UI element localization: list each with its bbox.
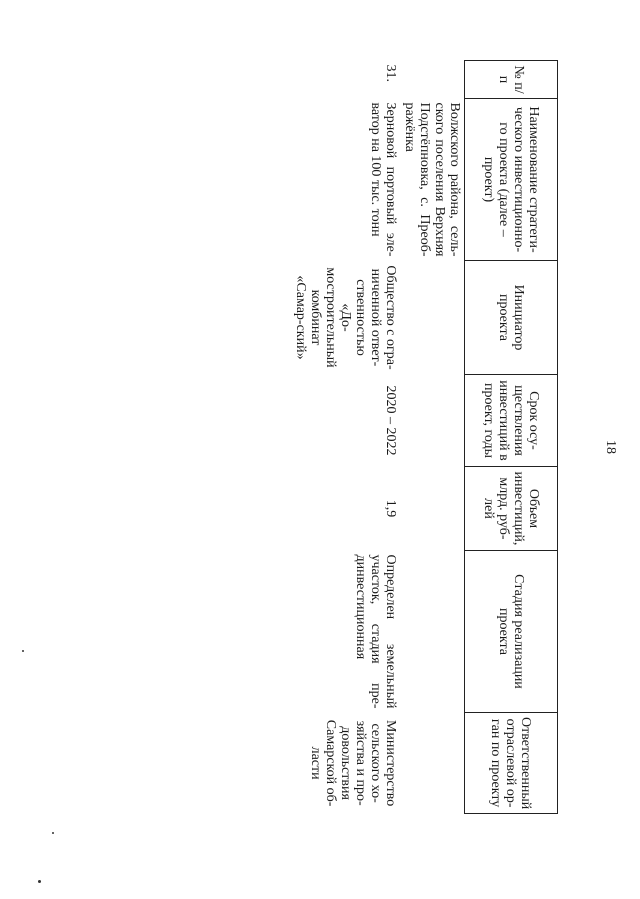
page-number: 18	[603, 440, 618, 454]
row-number: 31.	[383, 64, 398, 82]
scan-speck	[22, 650, 24, 652]
responsible-body: Министерство сельского хо-зяйства и про-довольствия Самарской об-ласти	[308, 719, 398, 807]
projects-table	[291, 60, 558, 814]
table-header-row	[465, 61, 558, 814]
project-initiator: Общество с огра-ниченной ответ-ственностью «До-мостроительный комбинат «Самар-ский»	[293, 265, 398, 370]
header-cell: № п/п	[465, 61, 558, 99]
scan-speck	[52, 832, 54, 834]
investment-term: 2020 – 2022	[383, 385, 398, 456]
investment-volume: 1,9	[383, 499, 398, 518]
project-stage: Определен земельный участок, стадия пре-динвестиционная	[353, 554, 398, 709]
scan-speck	[38, 880, 41, 883]
project-name: Зерновой портовый эле-ватор на 100 тыс. тонн	[368, 102, 398, 257]
header-cell: Инициатор проекта	[465, 261, 558, 375]
table-row	[291, 61, 400, 814]
header-cell: Срок осу-ществления инвестиций в проект, годы	[465, 375, 558, 467]
header-cell: Наименование стратеги-ческого инвестиционно-го проекта (далее – проект)	[465, 99, 558, 261]
continuation-row	[400, 61, 465, 814]
header-cell: Стадия реализации проекта	[465, 551, 558, 713]
header-cell: Объем инвестиций, млрд. руб-лей	[465, 467, 558, 551]
header-cell: Ответственный отраслевой ор-ган по проекту	[465, 713, 558, 814]
continuation-text: Волжского района, сель-ского поселения Верхняя Подстёпновка, с. Преоб-ражёнка	[402, 102, 462, 257]
